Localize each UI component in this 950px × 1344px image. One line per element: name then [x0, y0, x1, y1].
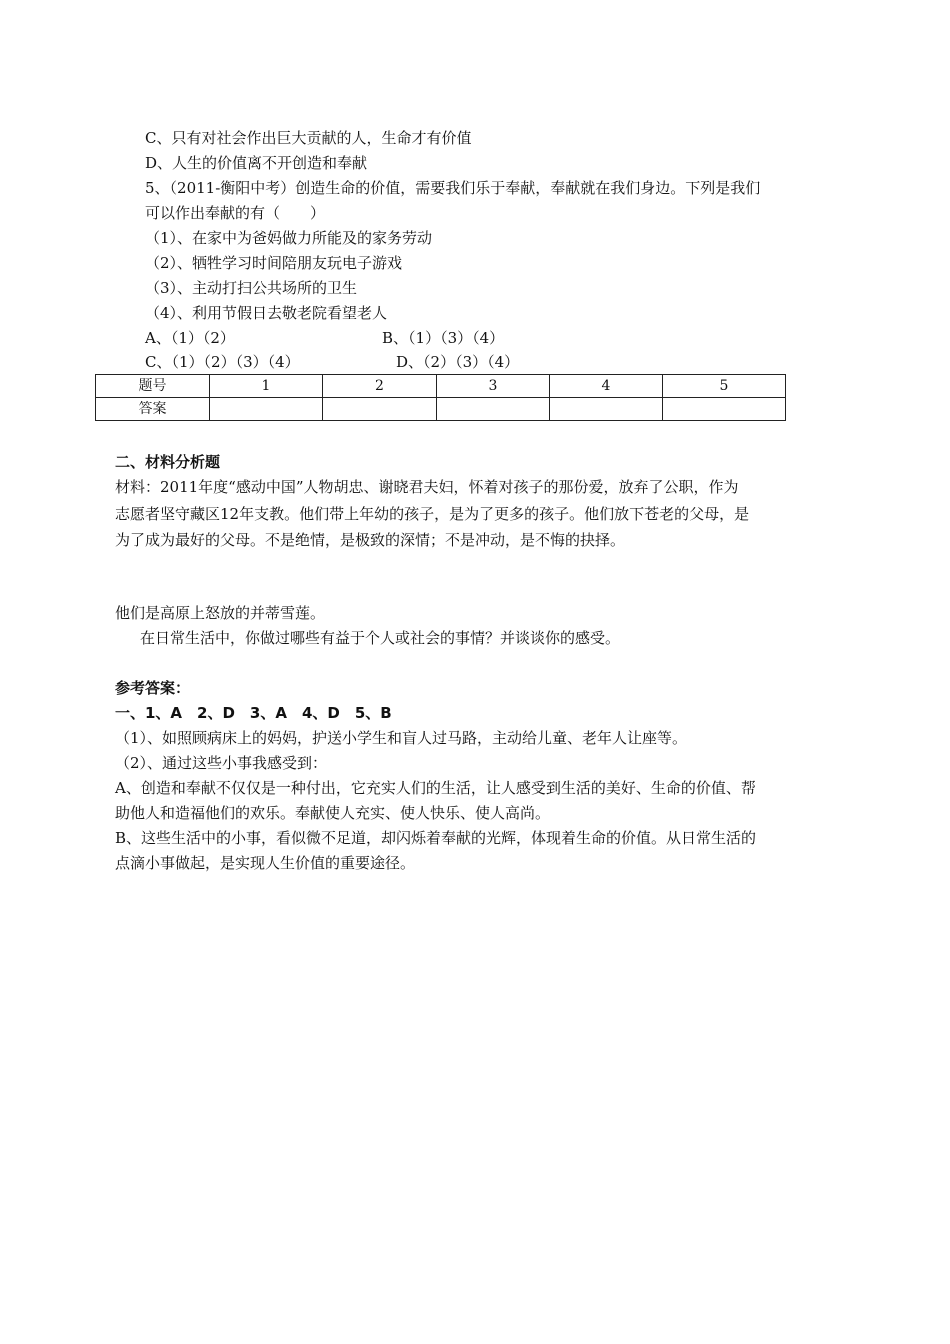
material-line-2: 志愿者坚守藏区12年支教。他们带上年幼的孩子，是为了更多的孩子。他们放下苍老的父母，是	[115, 505, 750, 523]
question-5-item-4: （4）、利用节假日去敬老院看望老人	[145, 304, 388, 322]
table-question-number: 4	[550, 375, 663, 398]
question-5-item-3: （3）、主动打扫公共场所的卫生	[145, 279, 358, 297]
table-question-number: 5	[663, 375, 786, 398]
answers-heading: 参考答案：	[115, 679, 191, 697]
answer-table-answer-row	[96, 398, 786, 421]
answer-cell[interactable]	[323, 398, 437, 421]
material-line-3: 为了成为最好的父母。不是绝情，是极致的深情；不是冲动，是不悔的抉择。	[115, 531, 626, 549]
answers-line-2: （1）、如照顾病床上的妈妈，护送小学生和盲人过马路，主动给儿童、老年人让座等。	[115, 729, 688, 747]
option-a: A、（1）（2）	[145, 329, 235, 347]
answers-line-4: A、创造和奉献不仅仅是一种付出，它充实人们的生活，让人感受到生活的美好、生命的价值、帮	[115, 779, 756, 797]
table-question-number: 2	[323, 375, 437, 398]
question-5-item-2: （2）、牺牲学习时间陪朋友玩电子游戏	[145, 254, 403, 272]
answers-line-7: 点滴小事做起，是实现人生价值的重要途径。	[115, 854, 416, 872]
answers-line-1: 一、1、A 2、D 3、A 4、D 5、B	[115, 704, 392, 722]
answer-table	[95, 374, 786, 421]
answers-line-6: B、这些生活中的小事，看似微不足道，却闪烁着奉献的光辉，体现着生命的价值。从日常生活的	[115, 829, 757, 847]
answers-line-3: （2）、通过这些小事我感受到：	[115, 754, 328, 772]
table-answer-label: 答案	[96, 398, 210, 421]
question-5-line2: 可以作出奉献的有（ ）	[145, 204, 326, 222]
option-c: C、（1）（2）（3）（4）	[145, 353, 300, 371]
option-b: B、（1）（3）（4）	[382, 329, 505, 347]
material-line-4: 他们是高原上怒放的并蒂雪莲。	[115, 604, 326, 622]
answers-line-5: 助他人和造福他们的欢乐。奉献使人充实、使人快乐、使人高尚。	[115, 804, 551, 822]
option-d: D、（2）（3）（4）	[396, 353, 520, 371]
answer-table-header-row	[96, 375, 786, 398]
answer-cell[interactable]	[210, 398, 323, 421]
section-2-heading: 二、材料分析题	[115, 453, 221, 471]
question-5-line1: 5、（2011-衡阳中考）创造生命的价值，需要我们乐于奉献，奉献就在我们身边。下列是我们	[145, 179, 761, 197]
option-d-previous: D、人生的价值离不开创造和奉献	[145, 154, 368, 172]
material-line-1: 材料：2011年度“感动中国”人物胡忠、谢晓君夫妇，怀着对孩子的那份爱，放弃了公职，作为	[115, 478, 739, 496]
section-2-question: 在日常生活中，你做过哪些有益于个人或社会的事情？并谈谈你的感受。	[140, 629, 621, 647]
option-c-previous: C、只有对社会作出巨大贡献的人，生命才有价值	[145, 129, 472, 147]
answer-cell[interactable]	[663, 398, 786, 421]
table-header-label: 题号	[96, 375, 210, 398]
answer-cell[interactable]	[550, 398, 663, 421]
question-5-item-1: （1）、在家中为爸妈做力所能及的家务劳动	[145, 229, 433, 247]
answer-cell[interactable]	[437, 398, 550, 421]
table-question-number: 1	[210, 375, 323, 398]
table-question-number: 3	[437, 375, 550, 398]
